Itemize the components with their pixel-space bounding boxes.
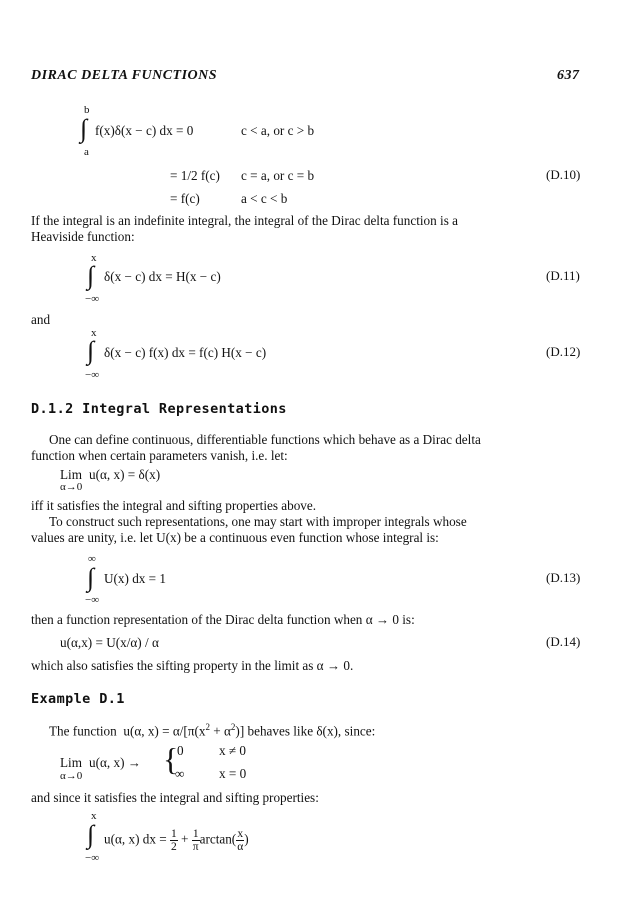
fraction-x-over-alpha: $\frac{x}{\alpha}$: [237, 828, 244, 854]
d10-row2-condition: c = a, or c = b: [241, 168, 315, 183]
lim-operator: Lim: [60, 755, 82, 770]
paragraph-line: which also satisfies the sifting property in the limit as α → 0.: [31, 658, 354, 673]
example-integral-expression: [104, 828, 249, 853]
paragraph-line: If the integral is an indefinite integral, the integral of the Dirac delta function is a: [31, 213, 458, 228]
integral-sign: ∫: [87, 820, 95, 849]
case-2-value: ∞: [175, 766, 185, 781]
section-heading: D.1.2 Integral Representations: [31, 401, 287, 417]
close-paren: ): [244, 831, 249, 847]
left-brace: {: [163, 741, 179, 777]
superscript: 2: [230, 722, 236, 732]
integral-upper-limit: x: [91, 327, 97, 339]
integral-upper-limit: x: [91, 810, 97, 822]
d11-expression: δ(x − c) dx = H(x − c): [104, 269, 221, 284]
example-intro-line: [49, 722, 375, 739]
case-1-value: 0: [177, 743, 184, 758]
d10-row1-condition: c < a, or c > b: [241, 123, 315, 138]
equation-number-d14: (D.14): [546, 634, 581, 649]
integral-upper-limit: ∞: [88, 553, 96, 565]
paragraph-line: and since it satisfies the integral and sifting properties:: [31, 790, 319, 805]
paragraph-line: then a function representation of the Dirac delta function when α → 0 is:: [31, 612, 415, 627]
d10-row3-condition: a < c < b: [241, 191, 288, 206]
d13-expression: U(x) dx = 1: [104, 571, 167, 586]
integral-lower-limit: −∞: [85, 852, 100, 864]
d14-expression: u(α,x) = U(x/α) / α: [60, 635, 159, 650]
equation-number-d10: (D.10): [546, 167, 581, 182]
paragraph-line: iff it satisfies the integral and sifting properties above.: [31, 498, 317, 513]
lim-expression: u(α, x) = δ(x): [89, 467, 161, 482]
integral-upper-limit: x: [91, 252, 97, 264]
example-heading: Example D.1: [31, 691, 125, 707]
integrand: u(α, x) dx =: [104, 831, 167, 847]
paragraph-line: values are unity, i.e. let U(x) be a continuous even function whose integral is:: [31, 530, 439, 545]
connector-word: and: [31, 312, 51, 327]
d10-row1-expression: f(x)δ(x − c) dx = 0: [95, 123, 194, 138]
plus-sign: +: [181, 831, 189, 847]
integral-sign: ∫: [87, 261, 95, 290]
integral-sign: ∫: [87, 563, 95, 592]
integral-lower-limit: −∞: [85, 369, 100, 381]
d10-row3-expression: = f(c): [170, 191, 200, 206]
superscript: 2: [205, 722, 210, 732]
integral-sign: ∫: [80, 114, 88, 143]
example-function-def: u(α, x) = α/[π(x: [123, 723, 206, 739]
page-number: 637: [557, 68, 580, 83]
d12-expression: δ(x − c) f(x) dx = f(c) H(x − c): [104, 345, 267, 360]
integral-lower-limit: −∞: [85, 293, 100, 305]
equation-number-d11: (D.11): [546, 268, 580, 283]
equation-number-d13: (D.13): [546, 570, 581, 585]
d10-row2-expression: = 1/2 f(c): [170, 168, 220, 183]
lim-expression: u(α, x) →: [89, 755, 141, 770]
integral-sign: ∫: [87, 336, 95, 365]
integral-upper-limit: b: [84, 104, 90, 116]
integral-lower-limit: a: [84, 146, 89, 158]
lim-operator: Lim: [60, 467, 82, 482]
example-function-def-cont: + α: [209, 723, 231, 739]
paragraph-line: function when certain parameters vanish, i.e. let:: [31, 448, 288, 463]
paragraph-line: One can define continuous, differentiable functions which behave as a Dirac delta: [49, 432, 481, 447]
paragraph-line: Heaviside function:: [31, 229, 135, 244]
paragraph-line: To construct such representations, one may start with improper integrals whose: [49, 514, 467, 529]
equation-number-d12: (D.12): [546, 344, 581, 359]
lim-subscript: α→0: [60, 481, 83, 493]
case-2-condition: x = 0: [219, 766, 247, 781]
example-intro-tail: )] behaves like δ(x), since:: [235, 723, 376, 739]
fraction-one-over-pi: $\frac{1}{\pi}$: [192, 828, 199, 854]
running-header-title: DIRAC DELTA FUNCTIONS: [31, 68, 218, 83]
arctan-label: arctan(: [199, 831, 237, 847]
integral-lower-limit: −∞: [85, 594, 100, 606]
lim-subscript: α→0: [60, 770, 83, 782]
case-1-condition: x ≠ 0: [219, 743, 247, 758]
example-intro-text: The function: [49, 723, 117, 739]
fraction-half: $\frac{1}{2}$: [171, 828, 177, 854]
